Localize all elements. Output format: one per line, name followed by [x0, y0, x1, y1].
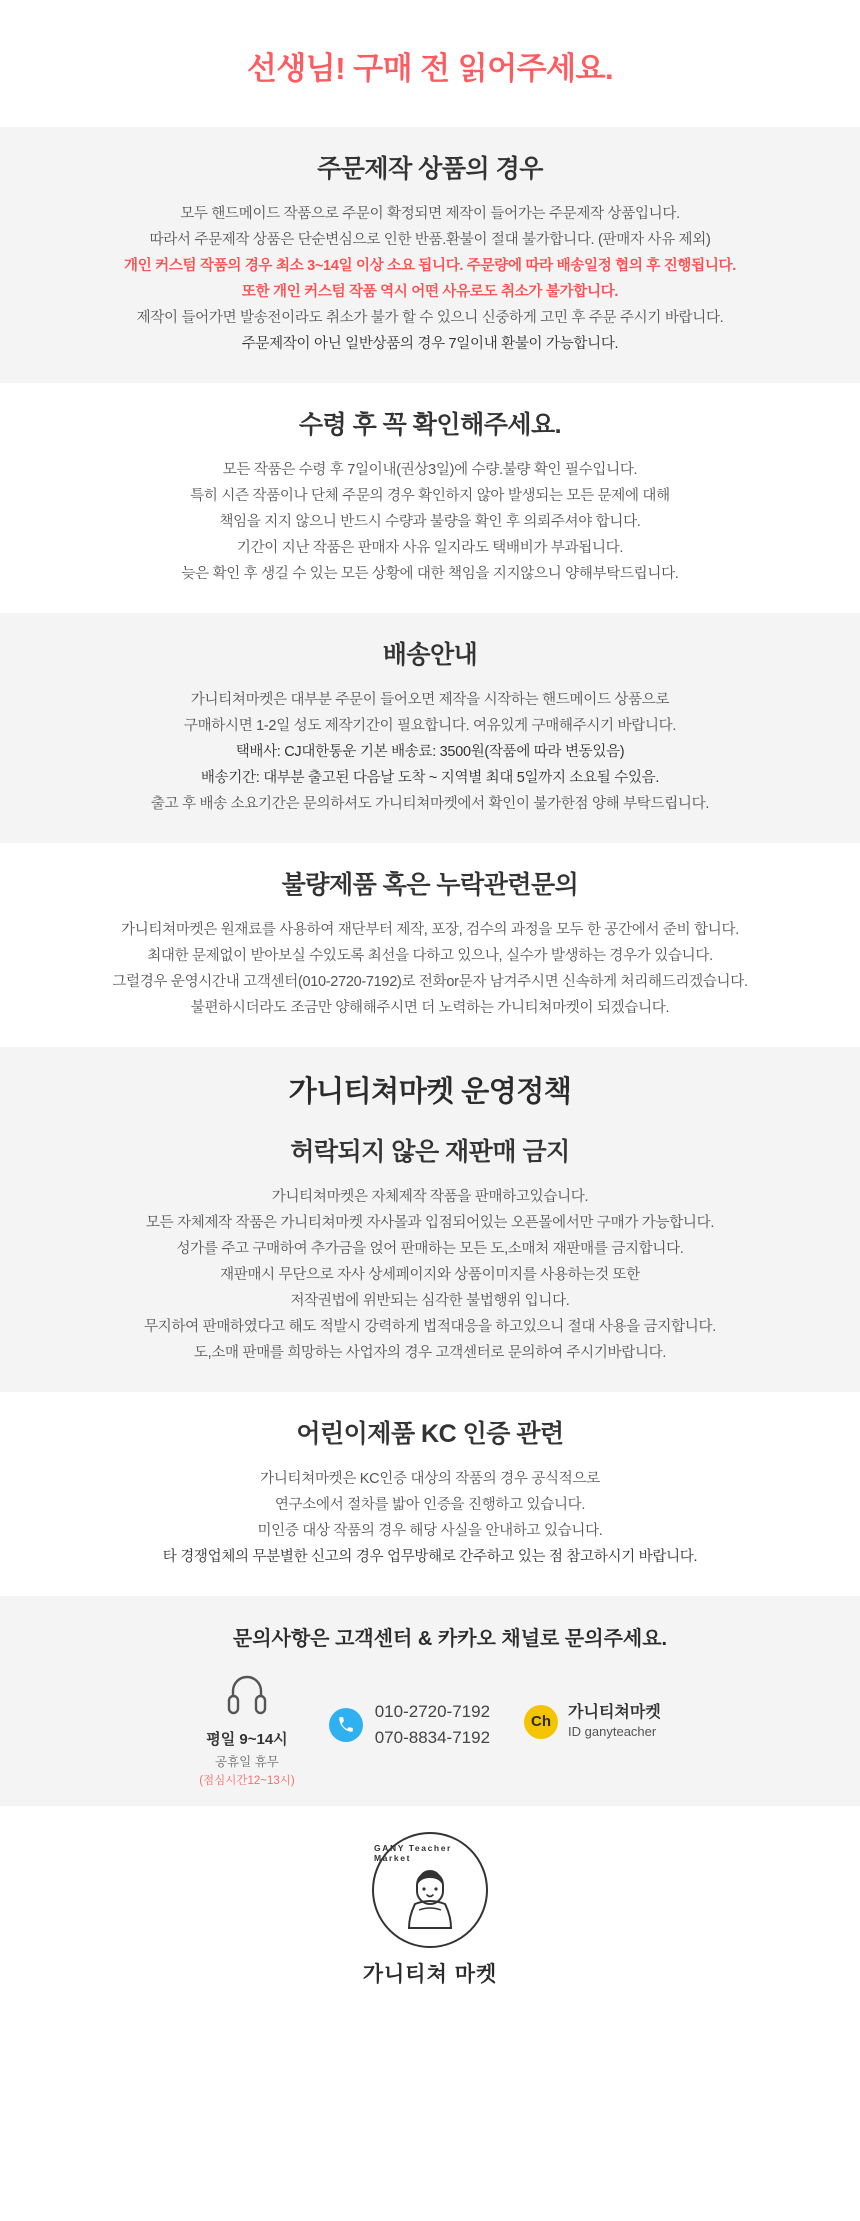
phone-primary: 010-2720-7192	[374, 1701, 491, 1721]
phone-numbers	[375, 1699, 490, 1751]
section-line: 기간이 지난 작품은 판매자 사유 일지라도 택배비가 부과됩니다.	[236, 539, 624, 556]
phone-block[interactable]	[329, 1699, 490, 1751]
section-after-receipt	[0, 383, 860, 613]
section-line: 제작이 들어가면 발송전이라도 취소가 불가 할 수 있으니 신중하게 고민 후 주문 주시기 바랍니다.	[136, 309, 724, 326]
section-line: 주문제작이 아닌 일반상품의 경우 7일이내 환불이 가능합니다.	[241, 335, 619, 352]
policy-page	[0, 21, 860, 2221]
section-line: 최대한 문제없이 받아보실 수있도록 최선을 다하고 있으나, 실수가 발생하는 경우가 있습니다.	[147, 947, 713, 964]
phone-icon	[329, 1708, 363, 1742]
section-line: 그럴경우 운영시간내 고객센터(010-2720-7192)로 전화or문자 남겨주시면 신속하게 처리해드리겠습니다.	[112, 973, 748, 990]
section-line: 모든 자체제작 작품은 가니티쳐마켓 자사몰과 입점되어있는 오픈몰에서만 구매가 가능합니다.	[145, 1214, 715, 1231]
phone-secondary: 070-8834-7192	[374, 1727, 491, 1747]
footer-logo	[0, 1806, 860, 2022]
section-line: 출고 후 배송 소요기간은 문의하셔도 가니티쳐마켓에서 확인이 불가한점 양해 부탁드립니다.	[150, 795, 710, 812]
section-line: 타 경쟁업체의 무분별한 신고의 경우 업무방해로 간주하고 있는 점 참고하시기 바랍니다.	[162, 1548, 698, 1565]
brand-name: 가니티쳐 마켓	[362, 1962, 498, 1986]
section-line: 가니티쳐마켓은 KC인증 대상의 작품의 경우 공식적으로	[260, 1470, 600, 1487]
section-line: 저작권법에 위반되는 심각한 불법행위 입니다.	[290, 1292, 570, 1309]
logo-circle	[372, 1832, 488, 1948]
section-line: 가니티쳐마켓은 자체제작 작품을 판매하고있습니다.	[271, 1188, 589, 1205]
section-line: 성가를 주고 구매하여 추가금을 얹어 판매하는 모든 도,소매처 재판매를 금지합니다.	[176, 1240, 684, 1257]
section-line: 모든 작품은 수령 후 7일이내(권상3일)에 수량.불량 확인 필수입니다.	[222, 461, 638, 478]
section-kc-certification	[0, 1392, 860, 1596]
section-line: 연구소에서 절차를 밟아 인증을 진행하고 있습니다.	[274, 1496, 586, 1513]
kakao-channel-block[interactable]	[524, 1703, 661, 1741]
section-line: 택배사: CJ대한통운 기본 배송료: 3500원(작품에 따라 변동있음)	[235, 743, 625, 760]
section-line: 무지하여 판매하였다고 해도 적발시 강력하게 법적대응을 하고있으니 절대 사용을 금지합니다.	[144, 1318, 716, 1335]
section-heading: 주문제작 상품의 경우	[317, 154, 543, 183]
section-line: 또한 개인 커스텀 작품 역시 어떤 사유로도 취소가 불가합니다.	[241, 283, 619, 300]
section-line: 가니티쳐마켓은 대부분 주문이 들어오면 제작을 시작하는 핸드메이드 상품으로	[190, 691, 670, 708]
section-heading: 수령 후 꼭 확인해주세요.	[298, 410, 562, 439]
section-line: 도,소매 판매를 희망하는 사업자의 경우 고객센터로 문의하여 주시기바랍니다.	[193, 1344, 667, 1361]
section-line: 특히 시즌 작품이나 단체 주문의 경우 확인하지 않아 발생되는 모든 문제에 대해	[190, 487, 670, 504]
contact-title: 문의사항은 고객센터 & 카카오 채널로 문의주세요.	[232, 1627, 668, 1650]
section-line: 구매하시면 1-2일 성도 제작기간이 필요합니다. 여유있게 구매해주시기 바랍니다.	[183, 717, 677, 734]
section-line: 가니티쳐마켓은 원재료를 사용하여 재단부터 제작, 포장, 검수의 과정을 모두 한 공간에서 준비 합니다.	[121, 921, 739, 938]
hours-sub: 공휴일 휴무	[215, 1754, 279, 1769]
section-resale-ban	[0, 1047, 860, 1392]
section-line: 모두 핸드메이드 작품으로 주문이 확정되면 제작이 들어가는 주문제작 상품입니다.	[180, 205, 680, 222]
headset-icon	[227, 1673, 267, 1722]
section-heading: 배송안내	[382, 640, 478, 669]
section-heading: 불량제품 혹은 누락관련문의	[281, 870, 579, 899]
section-line: 배송기간: 대부분 출고된 다음날 도착 ~ 지역별 최대 5일까지 소요될 수있음.	[200, 769, 660, 786]
kakao-text	[568, 1703, 661, 1741]
section-line: 재판매시 무단으로 자사 상세페이지와 상품이미지를 사용하는것 또한	[220, 1266, 640, 1283]
kakao-channel-icon: Ch	[524, 1705, 558, 1739]
section-line: 따라서 주문제작 상품은 단순변심으로 인한 반품.환불이 절대 불가합니다. (판매자 사유 제외)	[149, 231, 711, 248]
contact-row	[40, 1673, 820, 1788]
section-heading: 허락되지 않은 재판매 금지	[290, 1137, 570, 1166]
hours-block	[199, 1673, 295, 1788]
hours-note: (점심시간12~13시)	[199, 1774, 295, 1787]
policy-title: 가니티쳐마켓 운영정책	[288, 1075, 572, 1108]
section-custom-order	[0, 127, 860, 383]
section-line: 개인 커스텀 작품의 경우 최소 3~14일 이상 소요 됩니다. 주문량에 따라 배송일정 협의 후 진행됩니다.	[124, 257, 736, 274]
logo-arc-text: GANY Teacher Market	[374, 1842, 452, 1863]
hours-main: 평일 9~14시	[206, 1730, 288, 1748]
section-line: 불편하시더라도 조금만 양해해주시면 더 노력하는 가니티쳐마켓이 되겠습니다.	[190, 999, 670, 1016]
kakao-id: ID ganyteacher	[568, 1723, 657, 1739]
section-defect-inquiry	[0, 843, 860, 1047]
section-heading: 어린이제품 KC 인증 관련	[296, 1419, 564, 1448]
section-line: 책임을 지지 않으니 반드시 수량과 불량을 확인 후 의뢰주셔야 합니다.	[219, 513, 641, 530]
section-line: 늦은 확인 후 생길 수 있는 모든 상황에 대한 책임을 지지않으니 양해부탁드립니다.	[181, 565, 679, 582]
kakao-name: 가니티쳐마켓	[568, 1703, 661, 1721]
girl-illustration-icon	[395, 1858, 465, 1934]
section-line: 미인증 대상 작품의 경우 해당 사실을 안내하고 있습니다.	[257, 1522, 603, 1539]
contact-section	[0, 1596, 860, 1806]
page-title: 선생님! 구매 전 읽어주세요.	[246, 50, 614, 86]
section-shipping	[0, 613, 860, 843]
